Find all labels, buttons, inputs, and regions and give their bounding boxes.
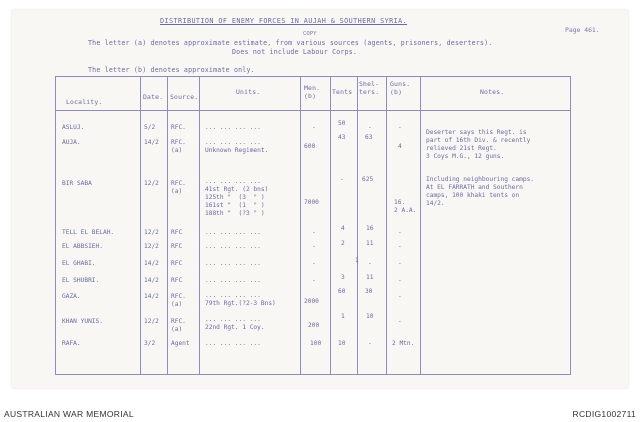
row-tents: 2 bbox=[341, 240, 345, 247]
row-guns: 2 Mtn. bbox=[392, 340, 415, 347]
row-units: ... ... ... ... 22nd Rgt. 1 Coy. bbox=[205, 316, 265, 331]
row-guns: - bbox=[398, 124, 402, 131]
row-date: 12/2 bbox=[144, 229, 159, 236]
row-locality: AUJA. bbox=[62, 139, 81, 146]
row-source: RFC. (a) bbox=[171, 139, 186, 154]
row-locality: EL SHUBRI. bbox=[62, 277, 100, 284]
row-tents: 4 bbox=[341, 225, 345, 232]
row-shelters: 11 bbox=[366, 240, 374, 247]
row-units: ... ... ... ... 41st Rgt. (2 bns) 125th " (3 " ) 161st " (1 " ) 188th " (?3 " ) bbox=[205, 178, 269, 217]
row-date: 14/2 bbox=[144, 277, 159, 284]
row-source: RFC bbox=[171, 229, 183, 236]
footer-archive-name: AUSTRALIAN WAR MEMORIAL bbox=[4, 409, 134, 419]
row-men: - bbox=[312, 277, 316, 284]
row-units: ... ... ... ... bbox=[205, 229, 261, 236]
column-header-notes: Notes. bbox=[480, 88, 505, 96]
row-shelters: 63 bbox=[365, 134, 373, 141]
row-units: ... ... ... ... bbox=[205, 277, 261, 284]
row-shelters: 10 bbox=[366, 313, 374, 320]
row-locality: EL GHABI. bbox=[62, 260, 96, 267]
row-locality: RAFA. bbox=[62, 340, 81, 347]
row-shelters: 11 bbox=[366, 274, 374, 281]
row-tents: 10 bbox=[338, 340, 346, 347]
row-date: 14/2 bbox=[144, 260, 159, 267]
row-units: ... ... ... ... bbox=[205, 124, 261, 131]
column-header-shelters: Shel-ters. bbox=[359, 80, 380, 96]
column-header-men: Men. (b) bbox=[304, 84, 321, 100]
copy-stamp: COPY bbox=[303, 31, 317, 37]
row-men: - bbox=[312, 260, 316, 267]
row-date: 14/2 bbox=[144, 293, 159, 300]
row-units: ... ... ... ... bbox=[205, 243, 261, 250]
row-source: RFC bbox=[171, 243, 183, 250]
row-guns: - bbox=[398, 243, 402, 250]
row-shelters: 30 bbox=[365, 288, 373, 295]
row-guns: 16. 2 A.A. bbox=[394, 199, 417, 214]
row-locality: BIR SABA bbox=[62, 180, 92, 187]
row-date: 3/2 bbox=[144, 340, 156, 347]
row-source: RFC. bbox=[171, 124, 186, 131]
row-guns: - bbox=[398, 293, 402, 300]
row-source: RFC bbox=[171, 260, 183, 267]
row-tents: 60 bbox=[338, 288, 346, 295]
row-notes: Deserter says this Regt. is part of 16th Div. & recently relieved 21st Regt. 3 Coys M.G., 12 guns. bbox=[426, 129, 531, 160]
row-tents: 1 bbox=[341, 313, 345, 320]
row-units: ... ... ... ... bbox=[205, 260, 261, 267]
row-locality: KHAN YUNIS. bbox=[62, 318, 103, 325]
row-shelters: 625 bbox=[362, 176, 374, 183]
note-b: The letter (b) denotes approximate only. bbox=[88, 66, 255, 74]
column-header-units: Units. bbox=[236, 88, 261, 96]
row-source: RFC. (a) bbox=[171, 318, 186, 333]
row-notes: Including neighbouring camps. At EL FARRATH and Southern camps, 100 khaki tents on 14/2. bbox=[426, 176, 535, 207]
footer-record-id: RCDIG1002711 bbox=[572, 409, 636, 419]
row-date: 12/2 bbox=[144, 318, 159, 325]
row-men: 100 bbox=[310, 340, 322, 347]
row-guns: - bbox=[398, 260, 402, 267]
row-men: - bbox=[312, 229, 316, 236]
column-header-date: Date. bbox=[143, 93, 164, 101]
page-number: Page 461. bbox=[565, 26, 600, 34]
row-source: RFC bbox=[171, 277, 183, 284]
row-tents: 50 bbox=[338, 120, 346, 127]
row-men: - bbox=[312, 124, 316, 131]
note-a: The letter (a) denotes approximate estimate, from various sources (agents, prisoners, deserters). bbox=[88, 39, 493, 47]
row-tents: 3 bbox=[341, 274, 345, 281]
row-locality: EL ABBSIEH. bbox=[62, 243, 103, 250]
row-tents: 43 bbox=[338, 134, 346, 141]
column-header-guns: Guns. (b) bbox=[390, 80, 411, 96]
column-header-locality: Locality. bbox=[66, 98, 103, 106]
row-units: ... ... ... ... 79th Rgt.(?2-3 Bns) bbox=[205, 292, 276, 307]
row-guns: - bbox=[398, 277, 402, 284]
row-shelters: - bbox=[368, 340, 372, 347]
row-source: RFC. (a) bbox=[171, 180, 186, 195]
row-shelters: - bbox=[368, 124, 372, 131]
row-tents: - bbox=[340, 176, 344, 183]
row-source: Agent bbox=[171, 340, 190, 347]
row-units: ... ... ... ... Unknown Regiment. bbox=[205, 139, 269, 154]
row-date: 12/2 bbox=[144, 243, 159, 250]
document-title: DISTRIBUTION OF ENEMY FORCES IN AUJAH & SOUTHERN SYRIA. bbox=[160, 17, 408, 25]
row-men: 2000 bbox=[304, 298, 319, 305]
row-shelters: 16 bbox=[366, 225, 374, 232]
note-a-continuation: Does not include Labour Corps. bbox=[232, 48, 358, 56]
column-header-tents: Tents bbox=[332, 88, 353, 96]
row-date: 5/2 bbox=[144, 124, 156, 131]
row-shelters: - bbox=[368, 260, 372, 267]
row-men: - bbox=[312, 243, 316, 250]
row-date: 14/2 bbox=[144, 139, 159, 146]
row-date: 12/2 bbox=[144, 180, 159, 187]
row-guns: - bbox=[398, 318, 402, 325]
row-men: 7000 bbox=[304, 199, 319, 206]
row-guns: - bbox=[398, 229, 402, 236]
row-source: RFC. (a) bbox=[171, 293, 186, 308]
row-men: 200 bbox=[308, 322, 320, 329]
row-locality: GAZA. bbox=[62, 293, 81, 300]
row-men: 600 bbox=[304, 143, 316, 150]
row-units: ... ... ... ... bbox=[205, 340, 261, 347]
row-guns: 4 bbox=[398, 143, 402, 150]
row-locality: ASLUJ. bbox=[62, 124, 85, 131]
row-tents: 1 bbox=[355, 257, 359, 264]
column-header-source: Source. bbox=[170, 93, 199, 101]
row-locality: TELL EL BELAH. bbox=[62, 229, 115, 236]
